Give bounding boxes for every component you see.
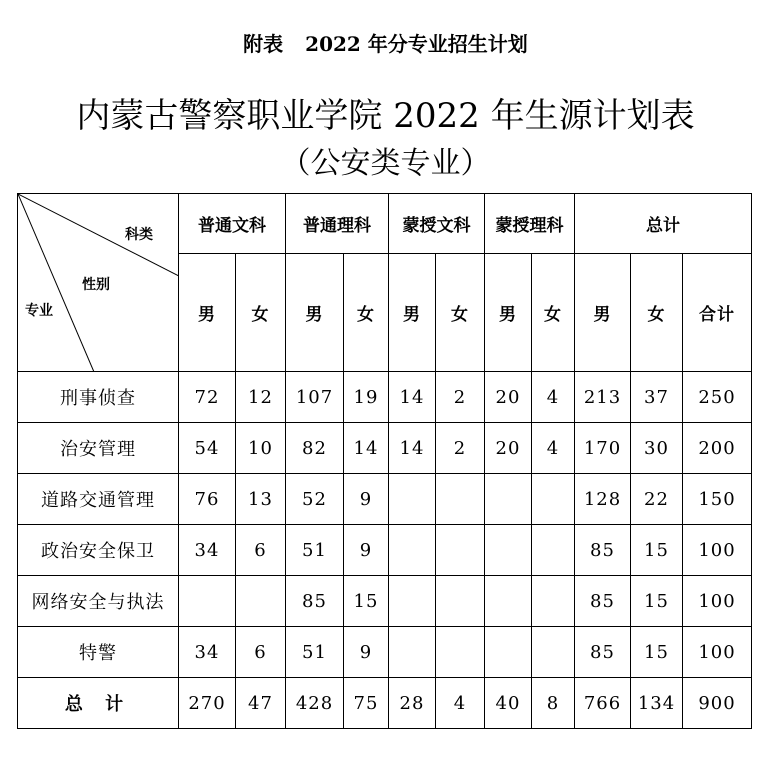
- value-cell: [485, 627, 532, 678]
- value-cell: [532, 474, 575, 525]
- value-cell: [436, 627, 485, 678]
- value-cell: 19: [344, 372, 389, 423]
- value-cell: 52: [286, 474, 344, 525]
- value-cell: 128: [575, 474, 631, 525]
- value-cell: 9: [344, 474, 389, 525]
- value-cell: [532, 576, 575, 627]
- value-cell: 100: [683, 627, 752, 678]
- value-cell: [389, 474, 436, 525]
- group-header-cell: 普通文科: [179, 194, 286, 254]
- value-cell: 14: [389, 423, 436, 474]
- value-cell: 34: [179, 627, 236, 678]
- major-name-cell: 网络安全与执法: [18, 576, 179, 627]
- value-cell: 8: [532, 678, 575, 729]
- value-cell: 20: [485, 423, 532, 474]
- value-cell: 30: [631, 423, 683, 474]
- sex-header-cell: 女: [344, 254, 389, 372]
- value-cell: [485, 474, 532, 525]
- value-cell: 107: [286, 372, 344, 423]
- value-cell: 100: [683, 525, 752, 576]
- enrollment-plan-table: [17, 193, 752, 729]
- value-cell: 40: [485, 678, 532, 729]
- major-name-cell: 治安管理: [18, 423, 179, 474]
- value-cell: 34: [179, 525, 236, 576]
- value-cell: 134: [631, 678, 683, 729]
- value-cell: 72: [179, 372, 236, 423]
- value-cell: 6: [236, 627, 286, 678]
- total-label: 总 计: [18, 678, 179, 729]
- value-cell: 900: [683, 678, 752, 729]
- page-title: 内蒙古警察职业学院 2022 年生源计划表: [76, 96, 695, 136]
- value-cell: 100: [683, 576, 752, 627]
- caption-text: 2022 年分专业招生计划: [305, 32, 528, 56]
- group-header-cell: 总计: [575, 194, 752, 254]
- value-cell: 14: [344, 423, 389, 474]
- table-body: [18, 372, 752, 729]
- value-cell: 10: [236, 423, 286, 474]
- value-cell: 47: [236, 678, 286, 729]
- value-cell: [485, 525, 532, 576]
- major-name-cell: 政治安全保卫: [18, 525, 179, 576]
- value-cell: 4: [436, 678, 485, 729]
- table-row: [18, 372, 752, 423]
- value-cell: [436, 576, 485, 627]
- value-cell: 51: [286, 627, 344, 678]
- corner-label-major: 专业: [25, 303, 53, 319]
- sex-header-cell: 女: [236, 254, 286, 372]
- value-cell: 428: [286, 678, 344, 729]
- value-cell: 2: [436, 372, 485, 423]
- caption-prefix: 附表: [243, 32, 284, 56]
- value-cell: 250: [683, 372, 752, 423]
- value-cell: 6: [236, 525, 286, 576]
- value-cell: 85: [575, 576, 631, 627]
- diagonal-header-cell: [18, 194, 179, 372]
- sex-header-cell: 男: [179, 254, 236, 372]
- sex-header-cell: 男: [575, 254, 631, 372]
- group-header-cell: 普通理科: [286, 194, 389, 254]
- value-cell: [236, 576, 286, 627]
- value-cell: 22: [631, 474, 683, 525]
- value-cell: 85: [575, 525, 631, 576]
- total-row: [18, 678, 752, 729]
- major-name-cell: 刑事侦查: [18, 372, 179, 423]
- sex-header-cell: 女: [436, 254, 485, 372]
- value-cell: [485, 576, 532, 627]
- sex-header-cell: 女: [532, 254, 575, 372]
- value-cell: 28: [389, 678, 436, 729]
- value-cell: 766: [575, 678, 631, 729]
- value-cell: [532, 627, 575, 678]
- value-cell: 9: [344, 627, 389, 678]
- value-cell: 15: [344, 576, 389, 627]
- table-row: [18, 525, 752, 576]
- value-cell: [532, 525, 575, 576]
- value-cell: 9: [344, 525, 389, 576]
- sex-header-cell: 男: [485, 254, 532, 372]
- value-cell: [436, 525, 485, 576]
- value-cell: 2: [436, 423, 485, 474]
- value-cell: 213: [575, 372, 631, 423]
- page-subtitle: （公安类专业）: [280, 146, 491, 181]
- value-cell: 13: [236, 474, 286, 525]
- value-cell: [389, 627, 436, 678]
- group-header-cell: 蒙授文科: [389, 194, 485, 254]
- group-header-cell: 蒙授理科: [485, 194, 575, 254]
- table-row: [18, 474, 752, 525]
- value-cell: [389, 576, 436, 627]
- table-row: [18, 423, 752, 474]
- table-row: [18, 576, 752, 627]
- value-cell: 4: [532, 372, 575, 423]
- value-cell: 51: [286, 525, 344, 576]
- table-row: [18, 627, 752, 678]
- value-cell: 200: [683, 423, 752, 474]
- value-cell: 14: [389, 372, 436, 423]
- sex-header-cell: 女: [631, 254, 683, 372]
- value-cell: 85: [575, 627, 631, 678]
- value-cell: [436, 474, 485, 525]
- corner-label-category: 科类: [125, 227, 153, 243]
- sex-header-cell: 男: [286, 254, 344, 372]
- group-header-row: [18, 194, 752, 254]
- value-cell: 75: [344, 678, 389, 729]
- value-cell: 15: [631, 576, 683, 627]
- value-cell: 54: [179, 423, 236, 474]
- value-cell: 15: [631, 627, 683, 678]
- major-name-cell: 道路交通管理: [18, 474, 179, 525]
- value-cell: 76: [179, 474, 236, 525]
- major-name-cell: 特警: [18, 627, 179, 678]
- sex-header-cell: 合计: [683, 254, 752, 372]
- value-cell: 4: [532, 423, 575, 474]
- sex-header-cell: 男: [389, 254, 436, 372]
- value-cell: 270: [179, 678, 236, 729]
- value-cell: 20: [485, 372, 532, 423]
- corner-label-sex: 性别: [82, 277, 110, 293]
- value-cell: 82: [286, 423, 344, 474]
- value-cell: 170: [575, 423, 631, 474]
- value-cell: 150: [683, 474, 752, 525]
- value-cell: [389, 525, 436, 576]
- value-cell: 12: [236, 372, 286, 423]
- value-cell: 85: [286, 576, 344, 627]
- value-cell: 37: [631, 372, 683, 423]
- appendix-caption: [0, 30, 771, 58]
- value-cell: [179, 576, 236, 627]
- value-cell: 15: [631, 525, 683, 576]
